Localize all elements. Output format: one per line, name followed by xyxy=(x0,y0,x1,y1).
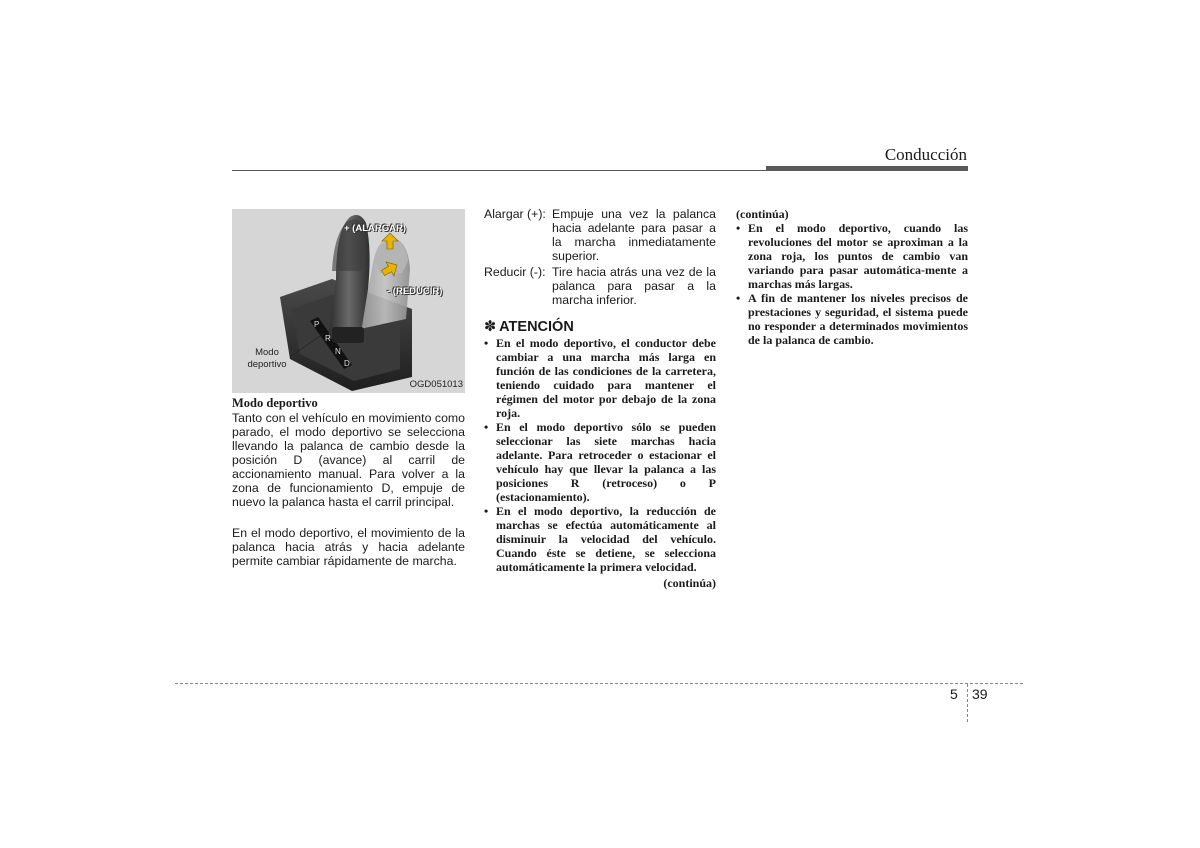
list-item xyxy=(484,420,716,504)
figure-code: OGD051013 xyxy=(409,379,463,390)
gate-letter-p: P xyxy=(314,320,320,329)
definition-row xyxy=(484,207,716,263)
list-item xyxy=(736,291,968,347)
definition-term: Alargar (+): xyxy=(484,207,546,221)
label-modo-deportivo xyxy=(244,347,290,371)
section-title: Conducción xyxy=(884,145,967,164)
chapter-number: 5 xyxy=(950,686,958,702)
caution-list xyxy=(484,336,716,574)
column-3 xyxy=(736,207,968,347)
caution-title: ATENCIÓN xyxy=(499,319,574,335)
column-1 xyxy=(232,396,465,568)
bullet-icon: • xyxy=(484,336,489,350)
list-item xyxy=(484,504,716,574)
gate-letter-d: D xyxy=(344,359,350,368)
gate-letter-r: R xyxy=(325,334,331,343)
list-item-text: En el modo deportivo sólo se pueden seleccionar las siete marchas hacia adelante. Para retroceder o estacionar el vehículo hay que llevar la palanca a las posiciones R (retroceso) o P (estacionamiento). xyxy=(496,420,716,504)
label-modo-line1: Modo xyxy=(255,347,279,358)
gate-letter-n: N xyxy=(335,347,341,356)
bullet-icon: • xyxy=(484,420,489,434)
subsection-heading: Modo deportivo xyxy=(232,396,318,410)
caution-heading xyxy=(484,319,716,336)
footer-rule xyxy=(175,683,1023,684)
page-number: 39 xyxy=(972,686,988,702)
definition-term: Reducir (-): xyxy=(484,265,546,279)
definition-desc: Tire hacia atrás una vez de la palanca para pasar a la marcha inferior. xyxy=(552,265,716,307)
paragraph: En el modo deportivo, el movimiento de la palanca hacia atrás y hacia adelante permite cambiar rápidamente de marcha. xyxy=(232,526,465,568)
caution-list-continued xyxy=(736,221,968,347)
bullet-icon: • xyxy=(736,291,741,305)
bullet-icon: • xyxy=(736,221,741,235)
label-modo-line2: deportivo xyxy=(247,359,287,370)
column-2 xyxy=(484,207,716,590)
continued-note: (continúa) xyxy=(736,207,789,221)
header-rule-accent xyxy=(766,166,968,171)
list-item xyxy=(484,336,716,420)
definition-desc: Empuje una vez la palanca hacia adelante para pasar a la marcha inmediatamente superior. xyxy=(552,207,716,263)
list-item xyxy=(736,221,968,291)
gear-shifter-figure xyxy=(232,209,465,393)
paragraph: Tanto con el vehículo en movimiento como parado, el modo deportivo se selecciona llevando la palanca de cambio desde la posición D (avance) al carril de accionamiento manual. Para volver a la zona de funcionamiento D, empuje de nuevo la palanca hasta el carril principal. xyxy=(232,411,465,509)
list-item-text: A fin de mantener los niveles precisos de prestaciones y seguridad, el sistema puede no responder a determinados movimientos de la palanca de cambio. xyxy=(748,291,968,347)
list-item-text: En el modo deportivo, la reducción de marchas se efectúa automáticamente al disminuir la velocidad del vehículo. Cuando éste se detiene, se selecciona automáticamente la primera velocidad. xyxy=(496,504,716,574)
label-reducir: - (REDUCIR) xyxy=(387,286,443,297)
footer-divider xyxy=(967,684,968,722)
list-item-text: En el modo deportivo, el conductor debe cambiar a una marcha más larga en función de las condiciones de la carretera, teniendo cuidado para mantener el régimen del motor por debajo de la zona roja. xyxy=(496,336,716,420)
continued-note: (continúa) xyxy=(663,576,716,590)
label-alargar: + (ALARGAR) xyxy=(344,223,407,234)
asterisk-icon: ✽ xyxy=(484,319,497,335)
list-item-text: En el modo deportivo, cuando las revoluciones del motor se aproximan a la zona roja, los puntos de cambio van variando para pasar automática-mente a marchas más largas. xyxy=(748,221,968,291)
bullet-icon: • xyxy=(484,504,489,518)
definition-row xyxy=(484,265,716,307)
